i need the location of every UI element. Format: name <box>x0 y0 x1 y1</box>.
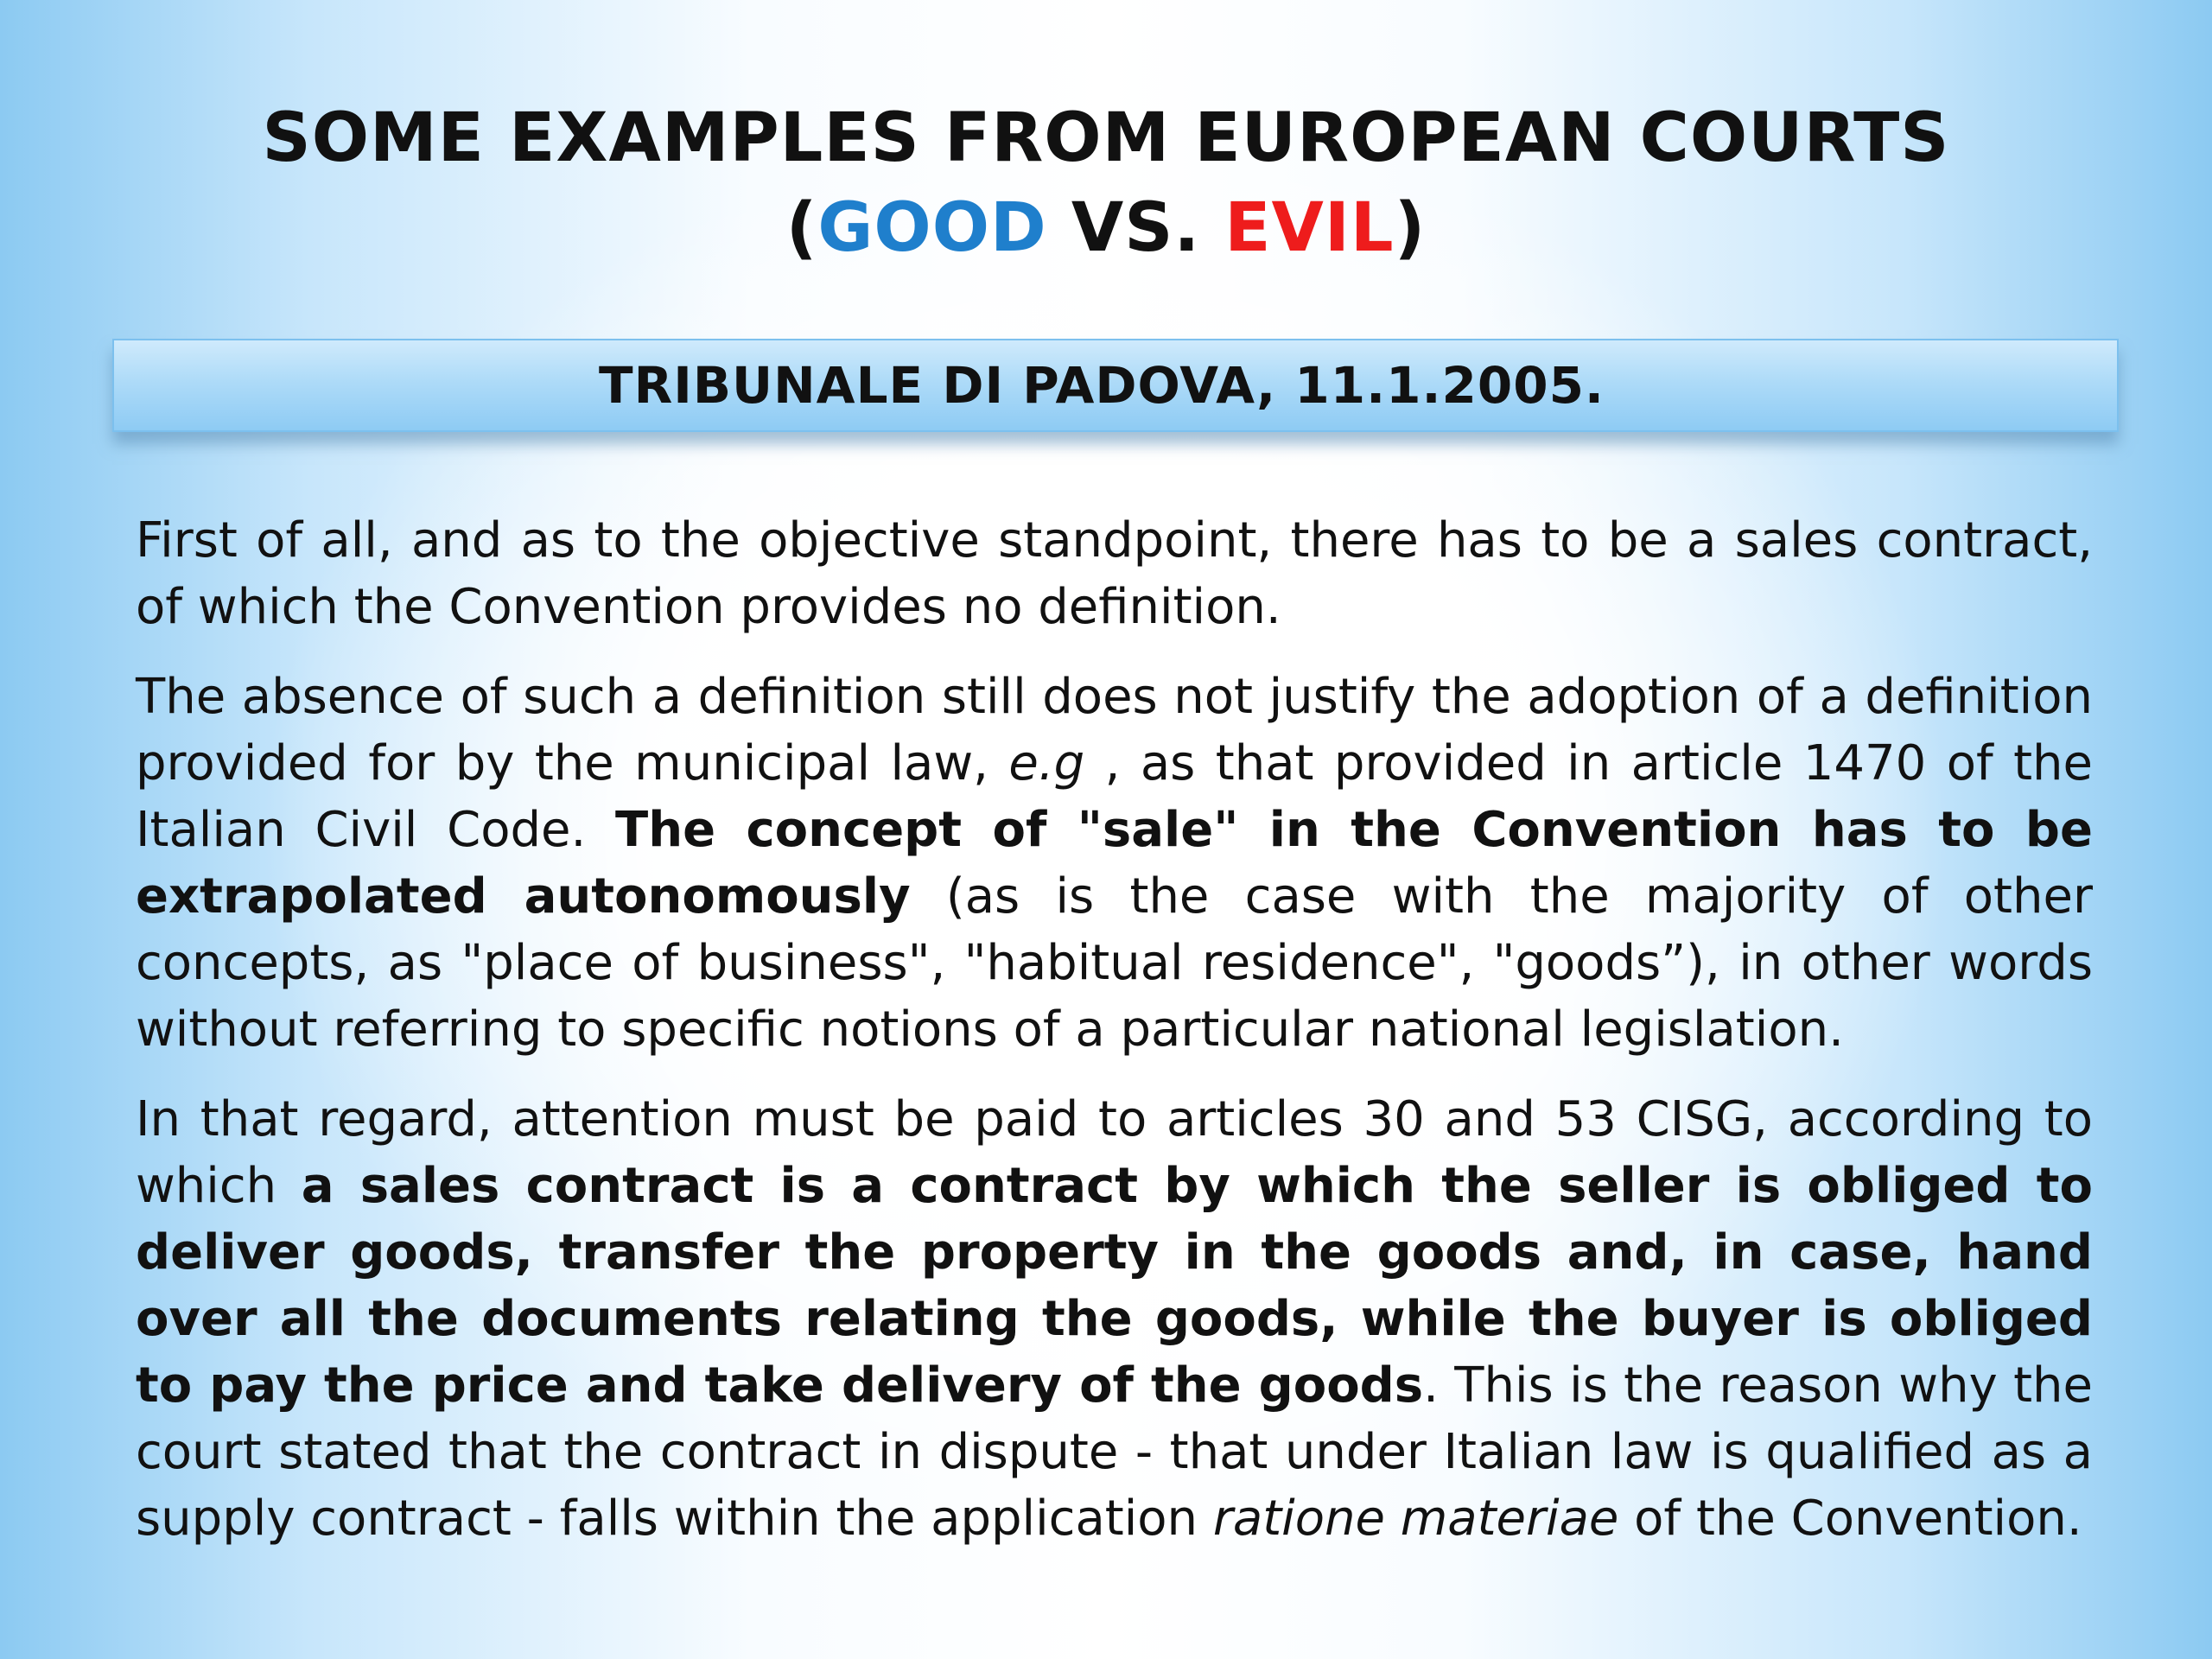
paragraph-2-text: The absence of such a definition still does not justify the adoption of a definition provided for by the municipal law, <box>136 669 2093 791</box>
paragraph-3-italic: ratione materiae <box>1212 1491 1619 1547</box>
paragraph-3 <box>136 1086 2093 1552</box>
paragraph-2 <box>136 664 2093 1063</box>
paragraph-3-text-end: of the Convention. <box>1618 1491 2082 1547</box>
paragraph-2-bold: The concept of "sale" in the Convention has to be extrapolated autonomously <box>136 802 2093 925</box>
slide-title <box>0 93 2212 273</box>
title-open-paren: ( <box>785 189 818 267</box>
title-line-1: SOME EXAMPLES FROM EUROPEAN COURTS <box>262 99 1950 177</box>
paragraph-2-text-end: (as is the case with the majority of other concepts, as "place of business", "habitual residence", "goods”), in other words without referring to specific notions of a particular national legislation. <box>136 868 2093 1058</box>
paragraph-2-text-cont: , as that provided in article 1470 of the Italian Civil Code. <box>136 735 2093 858</box>
paragraph-1 <box>136 507 2093 640</box>
case-banner-text: TRIBUNALE DI PADOVA, 11.1.2005. <box>599 356 1605 415</box>
title-good: GOOD <box>817 189 1047 267</box>
paragraph-2-italic-eg: e.g <box>1008 735 1085 791</box>
case-banner <box>112 339 2119 432</box>
paragraph-3-text: In that regard, attention must be paid to articles 30 and 53 CISG, according to which <box>136 1091 2093 1214</box>
paragraph-3-bold: a sales contract is a contract by which the seller is obliged to deliver goods, transfer the property in the goods and, in case, hand over all the documents relating the goods, while the buyer is obliged to pay the price and take delivery of the goods <box>136 1158 2093 1414</box>
body-text <box>136 507 2093 1575</box>
title-vs: VS. <box>1046 189 1225 267</box>
title-evil: EVIL <box>1224 189 1395 267</box>
paragraph-3-text-cont: . This is the reason why the court stated that the contract in dispute - that under Italian law is qualified as a supply contract - falls within the application <box>136 1357 2093 1547</box>
paragraph-1-text: First of all, and as to the objective standpoint, there has to be a sales contract, of which the Convention provides no definition. <box>136 512 2093 635</box>
title-line-2 <box>0 183 2212 273</box>
title-close-paren: ) <box>1394 189 1427 267</box>
